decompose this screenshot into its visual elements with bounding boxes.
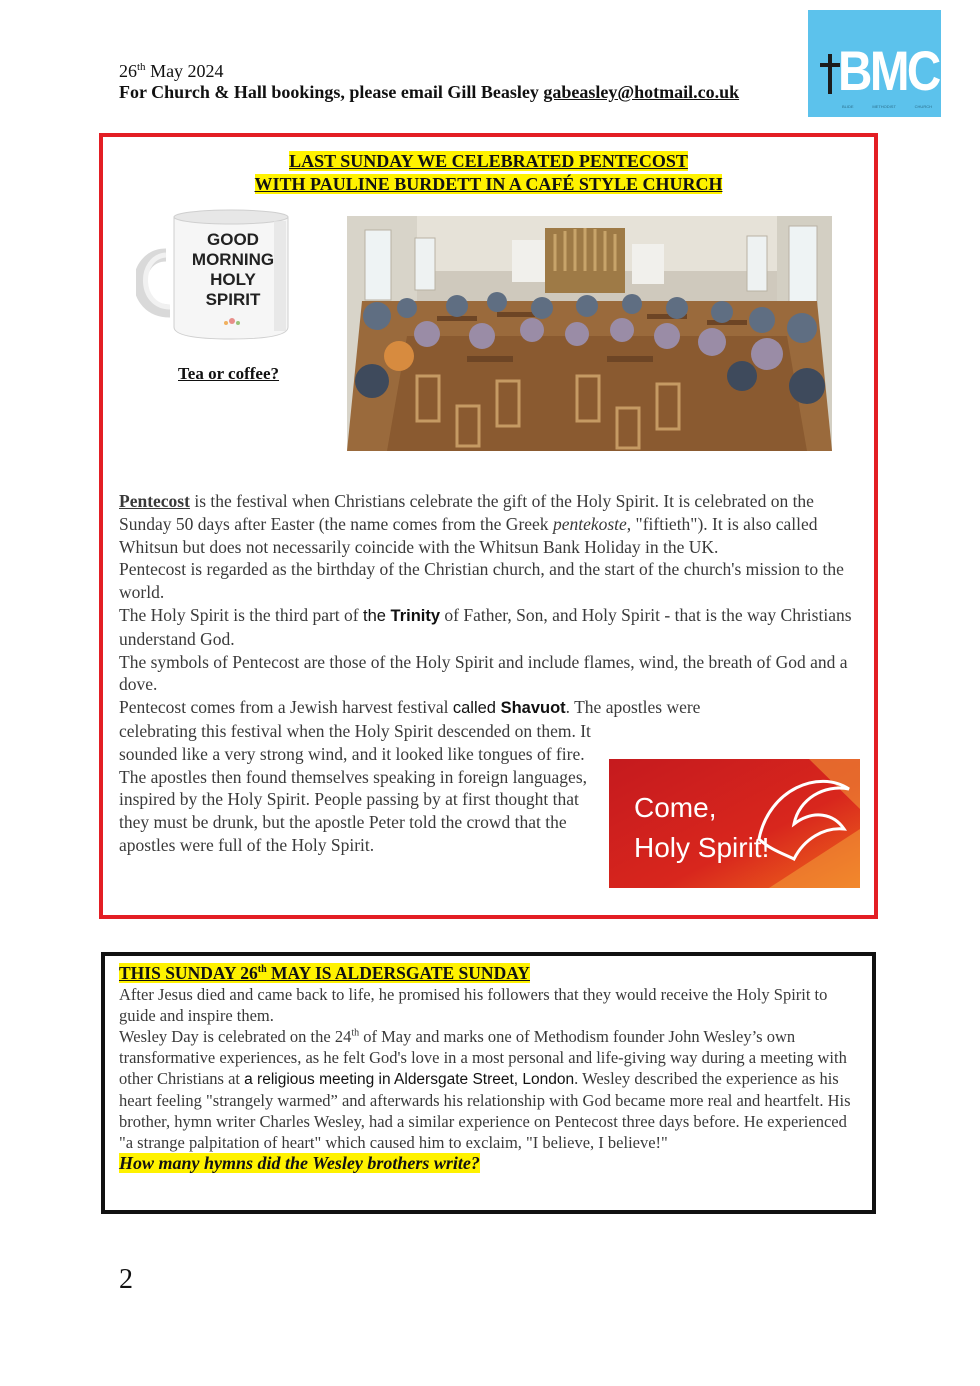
date-rest: May 2024 <box>145 61 224 81</box>
ordinal-suffix: th <box>351 1027 360 1039</box>
text-run: Pentecost comes from a Jewish harvest festival <box>119 697 453 718</box>
aldersgate-paragraph-2 <box>119 1026 864 1153</box>
pentecost-paragraph-1 <box>119 490 864 558</box>
aldersgate-paragraph-1: After Jesus died and came back to life, he promised his followers that they would receive the Holy Spirit to guide and inspire them. <box>119 985 828 1025</box>
pentecost-title-line: LAST SUNDAY WE CELEBRATED PENTECOST <box>289 151 688 171</box>
text-run: , "fiftieth"). It is also called Whitsun but does not necessarily coincide with the Whitsun Bank Holiday in the UK. <box>119 513 818 557</box>
newsletter-date <box>119 61 224 82</box>
logo-text: BMC <box>838 39 939 102</box>
cafe-church-photo <box>347 216 832 451</box>
trinity-term: Trinity <box>390 606 441 625</box>
pentecost-paragraph-6: celebrating this festival when the Holy Spirit descended on them. It sounded like a very strong wind, and it looked like tongues of fire. <box>119 720 591 764</box>
pentecost-paragraph-7: The apostles then found themselves speaking in foreign languages, inspired by the Holy Spirit. People passing by at first thought that they must be drunk, but the apostle Peter told the crowd that the apostles were full of the Holy Spirit. <box>119 766 588 855</box>
banner-line-1: Come, <box>634 792 717 823</box>
pentecost-title-line: WITH PAULINE BURDETT IN A CAFÉ STYLE CHURCH <box>254 174 723 194</box>
date-day: 26 <box>119 61 137 81</box>
page-number: 2 <box>119 1264 133 1295</box>
booking-notice <box>119 82 739 103</box>
text-run <box>453 699 566 717</box>
come-holy-spirit-banner <box>609 759 860 888</box>
cross-icon-bar <box>820 63 840 67</box>
text-run: of May and marks one of Methodism founder John Wesley’s own transformative experiences, as he felt God's love in a most personal and life-giving way during a meeting with other Christians at <box>119 1027 847 1088</box>
pentecost-paragraph-5 <box>119 696 864 720</box>
holy-spirit-mug-image <box>136 203 299 343</box>
pentecost-term: Pentecost <box>119 491 190 511</box>
text-run: THIS SUNDAY 26 <box>119 963 258 983</box>
mug-caption: Tea or coffee? <box>178 364 280 383</box>
text-run: of Father, Son, and Holy Spirit - that is the way Christians understand God. <box>119 604 852 649</box>
question-highlight: How many hymns did the Wesley brothers write? <box>119 1153 480 1173</box>
text-run: . The apostles were <box>565 697 701 718</box>
logo-subword: METHODIST <box>872 104 896 109</box>
text-run <box>363 607 440 625</box>
banner-line-2: Holy Spirit! <box>634 832 770 863</box>
pentecost-title <box>99 150 878 196</box>
aldersgate-title-highlight <box>119 963 530 983</box>
mug-text: MORNING <box>191 250 275 269</box>
logo-subword: CHURCH <box>914 104 932 109</box>
text-run: called <box>452 699 501 718</box>
booking-email-link[interactable]: gabeasley@hotmail.co.uk <box>543 82 740 102</box>
shavuot-term: Shavuot <box>500 699 566 718</box>
logo-subword: BLIDE <box>842 104 854 109</box>
date-suffix: th <box>137 61 146 73</box>
wesley-hymns-question <box>119 1153 864 1174</box>
text-run: MAY IS ALDERSGATE SUNDAY <box>266 963 530 983</box>
mug-text: SPIRIT <box>205 290 261 309</box>
greek-word: pentekoste <box>552 513 627 534</box>
aldersgate-title <box>119 963 864 984</box>
booking-text: For Church & Hall bookings, please email Gill Beasley <box>119 82 544 102</box>
ordinal-suffix: th <box>257 964 267 976</box>
bmc-logo <box>808 10 941 117</box>
text-run: Wesley Day is celebrated on the 24 <box>119 1027 352 1046</box>
text-run: is the festival when Christians celebrate the gift of the Holy Spirit. It is celebrated on the Sunday 50 days after Easter (the name comes from the Greek <box>119 491 814 534</box>
text-run: the <box>363 606 391 625</box>
mug-text: GOOD <box>207 230 259 249</box>
aldersgate-article <box>119 963 864 1174</box>
pentecost-paragraph-2: Pentecost is regarded as the birthday of the Christian church, and the start of the church's mission to the world. <box>119 559 844 603</box>
cross-icon <box>828 54 832 94</box>
logo-subtext <box>842 104 932 109</box>
pentecost-paragraph-3 <box>119 604 864 651</box>
text-run: The Holy Spirit is the third part of <box>119 604 363 625</box>
pentecost-paragraph-4: The symbols of Pentecost are those of the Holy Spirit and include flames, wind, the breath of God and a dove. <box>119 651 848 695</box>
text-run: a religious meeting in Aldersgate Street, London <box>244 1071 575 1088</box>
text-run: . Wesley described the experience as his heart feeling "strangely warmed” and afterwards his relationship with God became more real and heartfelt. His brother, hymn writer Charles Wesley, had a similar experience on Pentecost three days before. He experienced "a strange palpitation of heart" which caused him to exclaim, "I believe, I believe!" <box>119 1069 851 1152</box>
mug-text: HOLY <box>210 270 256 289</box>
